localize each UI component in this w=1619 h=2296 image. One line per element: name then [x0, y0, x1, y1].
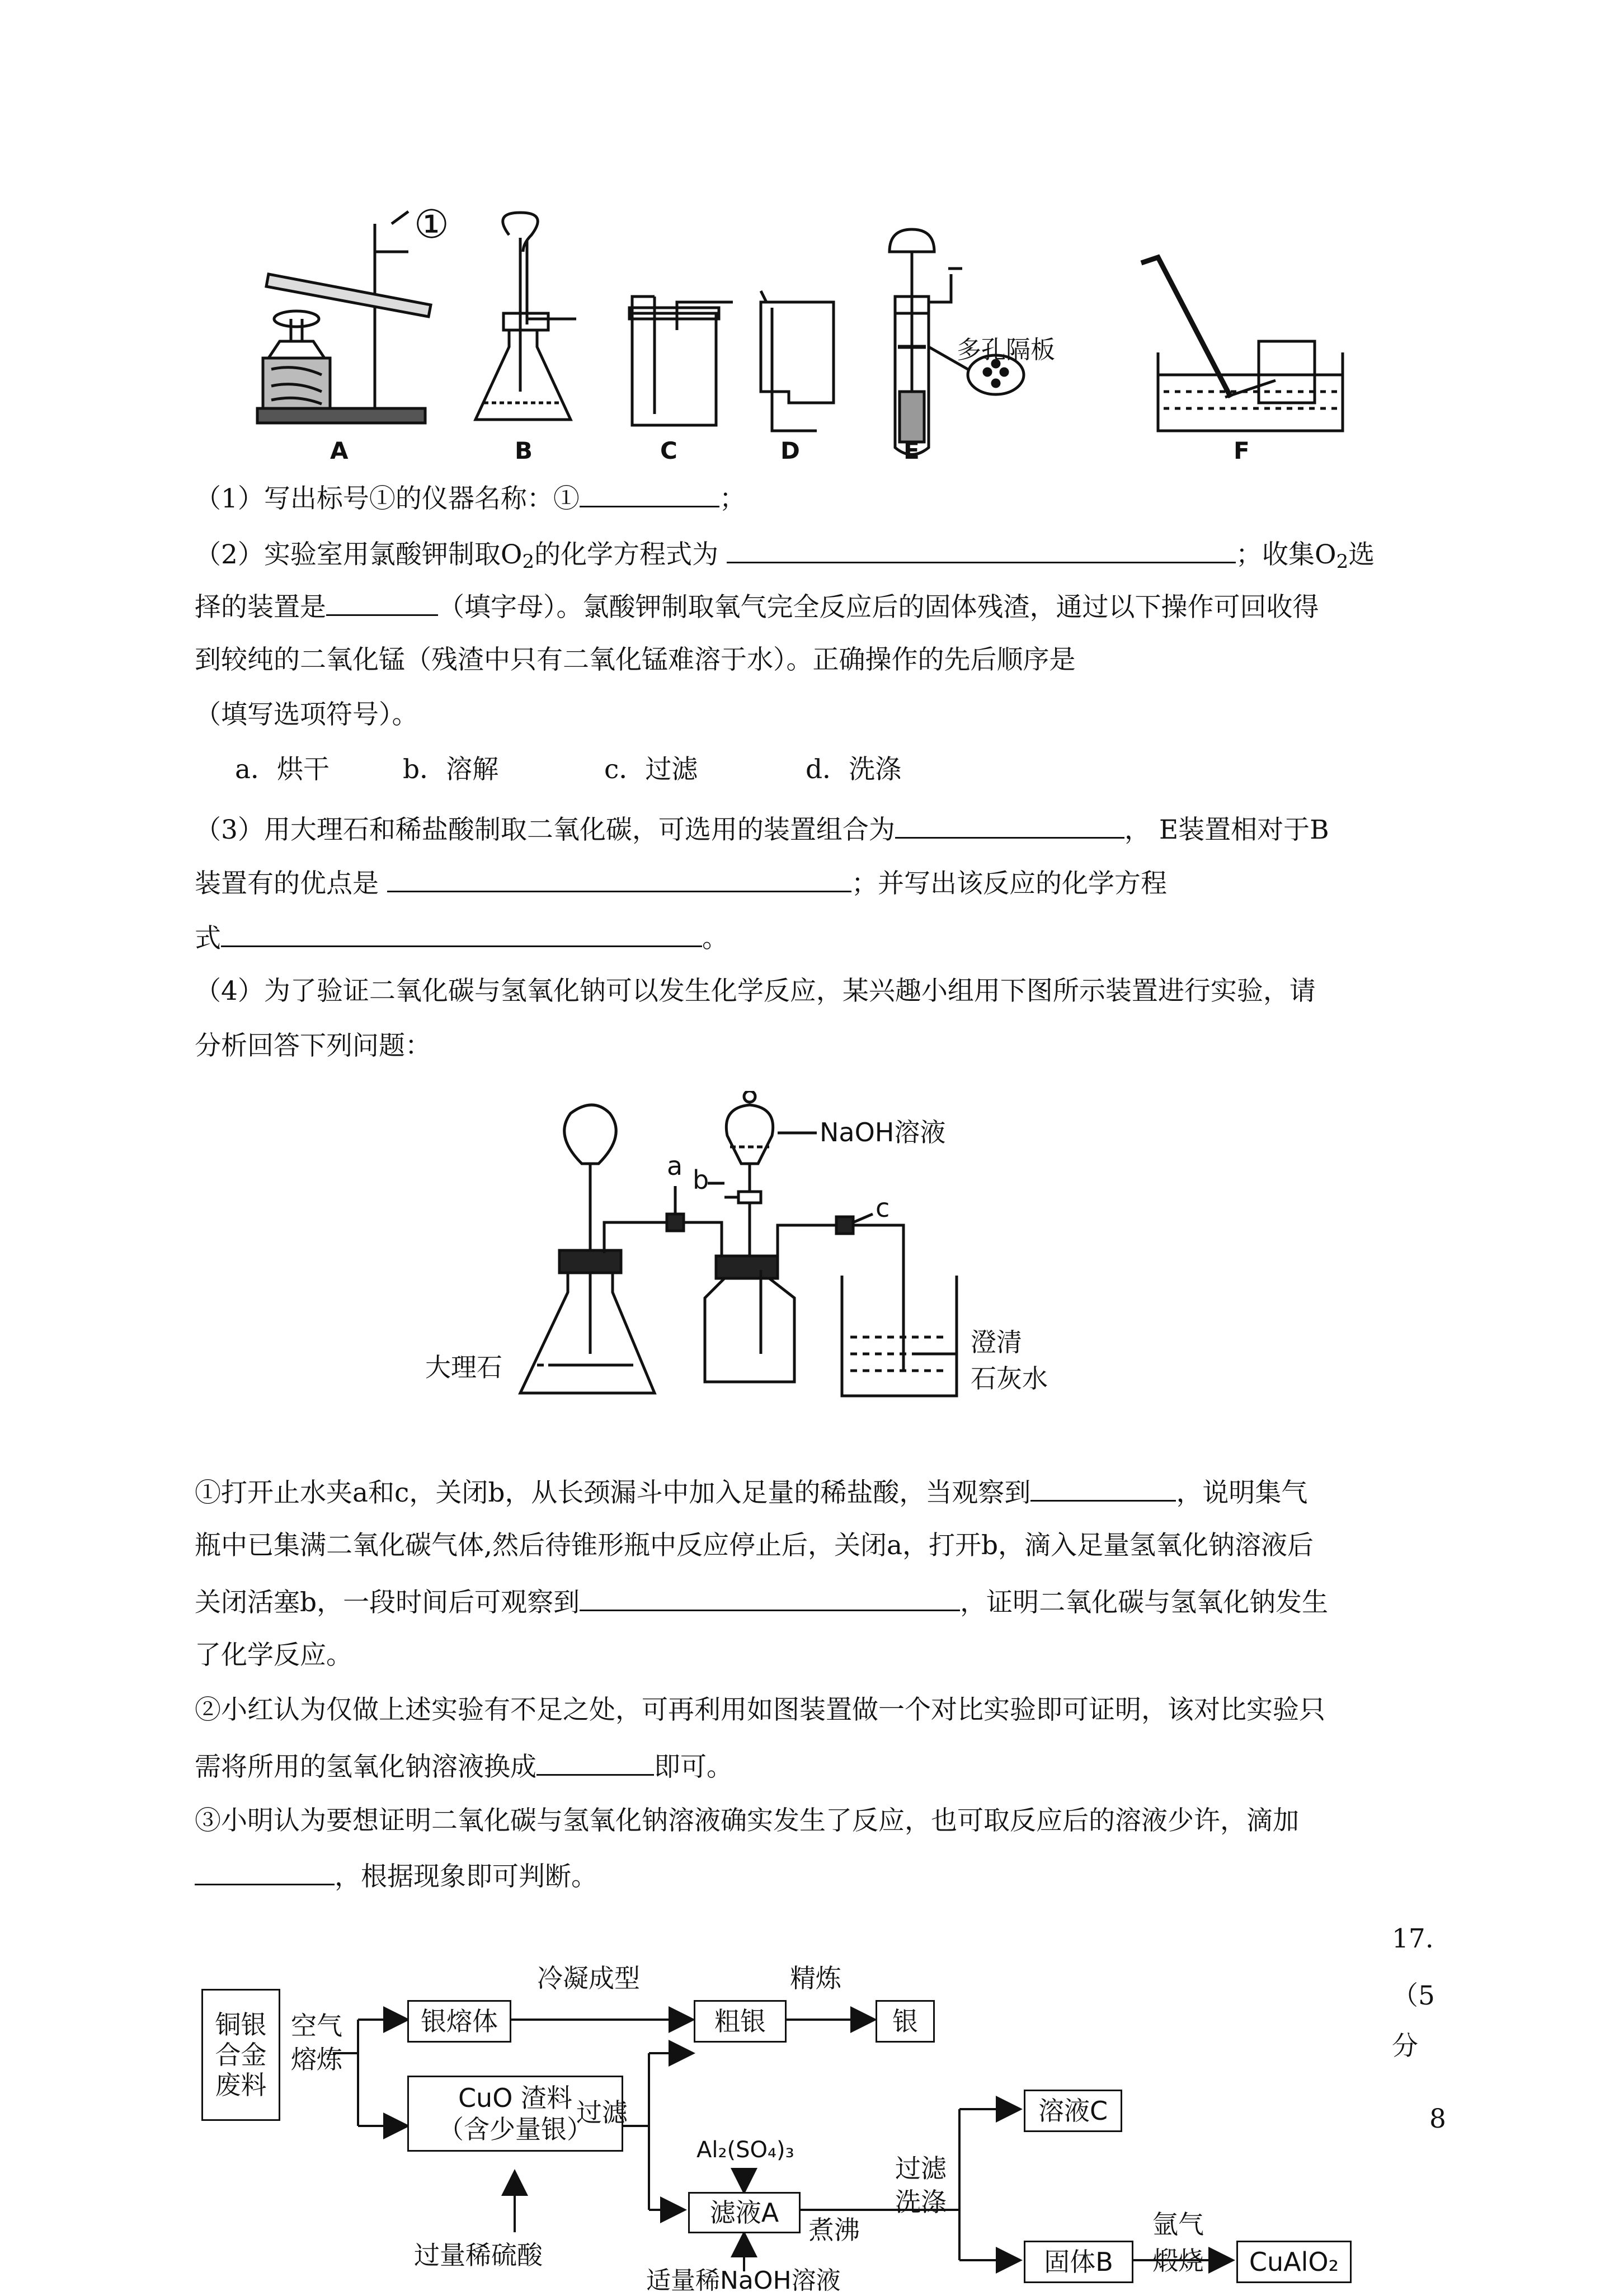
- gas-label: 氩气: [1152, 2209, 1204, 2239]
- apparatus-c: [629, 297, 733, 425]
- option-a: a．烘干: [235, 754, 330, 785]
- q2-text-a: （2）实验室用氯酸钾制取O: [195, 539, 523, 570]
- q2-text-e: 择的装置是: [195, 592, 326, 623]
- question-2-line-2: [195, 589, 1442, 624]
- acid-label: 过量稀硫酸: [414, 2240, 543, 2270]
- apparatus-label-e: E: [903, 437, 920, 464]
- option-b: b．溶解: [403, 754, 499, 785]
- box-solid-b: [1024, 2241, 1133, 2283]
- filter-wash-label-2: 洗涤: [895, 2187, 947, 2217]
- q2-sub2: 2: [1336, 551, 1349, 573]
- sub1-text-b: ，说明集气: [1176, 1478, 1308, 1508]
- apparatus-label-f: F: [1234, 437, 1250, 464]
- box-crude-silver-label: 粗银: [714, 2006, 766, 2036]
- sub1-blank-1[interactable]: [1030, 1474, 1176, 1502]
- sub2-text-a: 需将所用的氢氧化钠溶液换成: [195, 1752, 536, 1782]
- q2-options: [235, 753, 1482, 787]
- apparatus-label-d: D: [780, 437, 800, 464]
- apparatus-label-c: C: [660, 437, 677, 464]
- box-silver: [876, 2000, 935, 2043]
- sub3-line-2: [195, 1858, 1442, 1894]
- q1-end: ；: [719, 483, 746, 514]
- question-17-number: 17.: [1392, 1923, 1434, 1954]
- sub3-text: ，根据现象即可判断。: [335, 1861, 597, 1892]
- clamp-c-label: c: [876, 1193, 890, 1223]
- option-c: c．过滤: [604, 754, 698, 785]
- apparatus-a: [257, 211, 431, 423]
- sub1-line-4: 了化学反应。: [195, 1640, 352, 1671]
- box-silver-melt: [407, 2000, 511, 2043]
- limewater-label-1: 澄清: [971, 1327, 1022, 1357]
- box-cuo-slag-label-1: CuO 渣料: [458, 2083, 573, 2113]
- box-solution-c-label: 溶液C: [1038, 2096, 1108, 2126]
- q3-combo-blank[interactable]: [895, 811, 1124, 839]
- sub1-text-a: ①打开止水夹a和c，关闭b，从长颈漏斗中加入足量的稀盐酸，当观察到: [195, 1478, 1031, 1508]
- box-filtrate-a: [688, 2192, 801, 2233]
- clamp-a-label: a: [667, 1151, 683, 1181]
- apparatus-label-a: A: [330, 437, 349, 464]
- page-number: 8: [1429, 2104, 1446, 2134]
- box-solution-c: [1024, 2090, 1122, 2132]
- question-2-line-1: [195, 536, 1442, 578]
- question-2-line-4: （填写选项符号）。: [195, 699, 418, 730]
- apparatus-d: [761, 291, 834, 431]
- box-silver-melt-label: 银熔体: [421, 2006, 498, 2036]
- q3-equation-blank[interactable]: [221, 920, 702, 947]
- q3-text-a: （3）用大理石和稀盐酸制取二氧化碳，可选用的装置组合为: [195, 815, 895, 845]
- q2-device-blank[interactable]: [326, 589, 438, 616]
- box-silver-label: 银: [892, 2006, 918, 2036]
- box-product-label: CuAlO₂: [1249, 2247, 1339, 2277]
- question-3-line-2: [195, 865, 1442, 901]
- apparatus-label-b: B: [515, 437, 533, 464]
- box-filtrate-a-label: 滤液A: [709, 2198, 779, 2228]
- sub2-blank[interactable]: [536, 1748, 654, 1776]
- q2-text-c: ；收集O: [1236, 539, 1336, 570]
- q2-text-b: 的化学方程式为: [534, 539, 719, 570]
- q2-text-d: 选: [1348, 539, 1375, 570]
- filter-wash-label-1: 过滤: [895, 2153, 947, 2184]
- box-waste-label: 铜银合金废料: [215, 2010, 267, 2100]
- sub2-line-2: [195, 1748, 1442, 1784]
- sub1-line-3: [195, 1584, 1442, 1620]
- condense-label: 冷凝成型: [537, 1963, 640, 1993]
- smelt-label: 熔炼: [291, 2044, 342, 2074]
- score-text-b: 分: [1392, 2031, 1418, 2062]
- question-4-line-1: （4）为了验证二氧化碳与氢氧化钠可以发生化学反应，某兴趣小组用下图所示装置进行实验，请: [195, 976, 1316, 1006]
- sub1-text-c: 关闭活塞b，一段时间后可观察到: [195, 1587, 580, 1618]
- limewater-label-2: 石灰水: [971, 1363, 1048, 1394]
- box-cuo-slag-label-2: （含少量银）: [438, 2114, 592, 2144]
- sub1-text-d: ，证明二氧化碳与氢氧化钠发生: [960, 1587, 1329, 1618]
- q3-advantage-blank[interactable]: [387, 865, 851, 892]
- question-1: [195, 480, 1442, 516]
- box-product: [1236, 2241, 1352, 2283]
- calcine-label: 煅烧: [1152, 2246, 1204, 2276]
- option-d: d．洗涤: [806, 754, 902, 785]
- air-label: 空气: [291, 2011, 342, 2041]
- box-waste: [201, 1989, 280, 2121]
- q3-text-f: 。: [702, 923, 728, 954]
- sub1-line-1: [195, 1474, 1442, 1510]
- q1-blank[interactable]: [580, 480, 719, 507]
- sub3-line-1: ③小明认为要想证明二氧化碳与氢氧化钠溶液确实发生了反应，也可取反应后的溶液少许，滴加: [195, 1805, 1299, 1836]
- question-3-line-3: [195, 920, 1442, 956]
- boil-label: 煮沸: [808, 2215, 860, 2245]
- q3-text-e: 式: [195, 923, 221, 954]
- q2-equation-blank[interactable]: [727, 536, 1236, 563]
- sub1-line-2: 瓶中已集满二氧化碳气体,然后待锥形瓶中反应停止后，关闭a，打开b，滴入足量氢氧化钠溶液后: [195, 1530, 1314, 1561]
- sub2-text-b: 即可。: [654, 1752, 733, 1782]
- apparatus-f: [1141, 257, 1343, 431]
- marble-label: 大理石: [425, 1352, 502, 1382]
- sub1-blank-2[interactable]: [580, 1584, 960, 1611]
- naoh-label: NaOH溶液: [820, 1117, 946, 1147]
- q2-text-f: （填字母）。氯酸钾制取氧气完全反应后的固体残渣，通过以下操作可回收得: [438, 592, 1319, 623]
- sub2-line-1: ②小红认为仅做上述实验有不足之处，可再利用如图装置做一个对比实验即可证明，该对比实验只: [195, 1695, 1325, 1725]
- q3-text-b: ， E装置相对于B: [1124, 815, 1329, 845]
- q1-text: （1）写出标号①的仪器名称：①: [195, 483, 580, 514]
- label-circle-one: ①: [414, 207, 449, 247]
- refine-label: 精炼: [790, 1963, 841, 1993]
- sub3-blank[interactable]: [195, 1858, 335, 1885]
- co2-naoh-apparatus: [425, 1091, 1152, 1415]
- question-3-line-1: [195, 811, 1442, 847]
- box-crude-silver: [694, 2000, 787, 2043]
- apparatus-b: [476, 213, 576, 420]
- box-solid-b-label: 固体B: [1044, 2247, 1113, 2277]
- q3-text-c: 装置有的优点是: [195, 868, 379, 899]
- al2so43-label: Al₂(SO₄)₃: [696, 2137, 794, 2163]
- q2-sub: 2: [522, 551, 535, 573]
- q3-text-d: ；并写出该反应的化学方程: [851, 868, 1167, 899]
- question-2-line-3: 到较纯的二氧化锰（残渣中只有二氧化锰难溶于水）。正确操作的先后顺序是: [195, 644, 1076, 675]
- filter-label: 过滤: [576, 2097, 628, 2128]
- apparatus-figure: [246, 207, 1421, 470]
- valve-b-label: b: [693, 1165, 709, 1195]
- naoh-flow-label: 适量稀NaOH溶液: [646, 2266, 841, 2295]
- porous-plate-label: 多孔隔板: [957, 336, 1055, 364]
- score-text-a: （5: [1392, 1980, 1435, 2011]
- question-4-line-2: 分析回答下列问题：: [195, 1031, 431, 1061]
